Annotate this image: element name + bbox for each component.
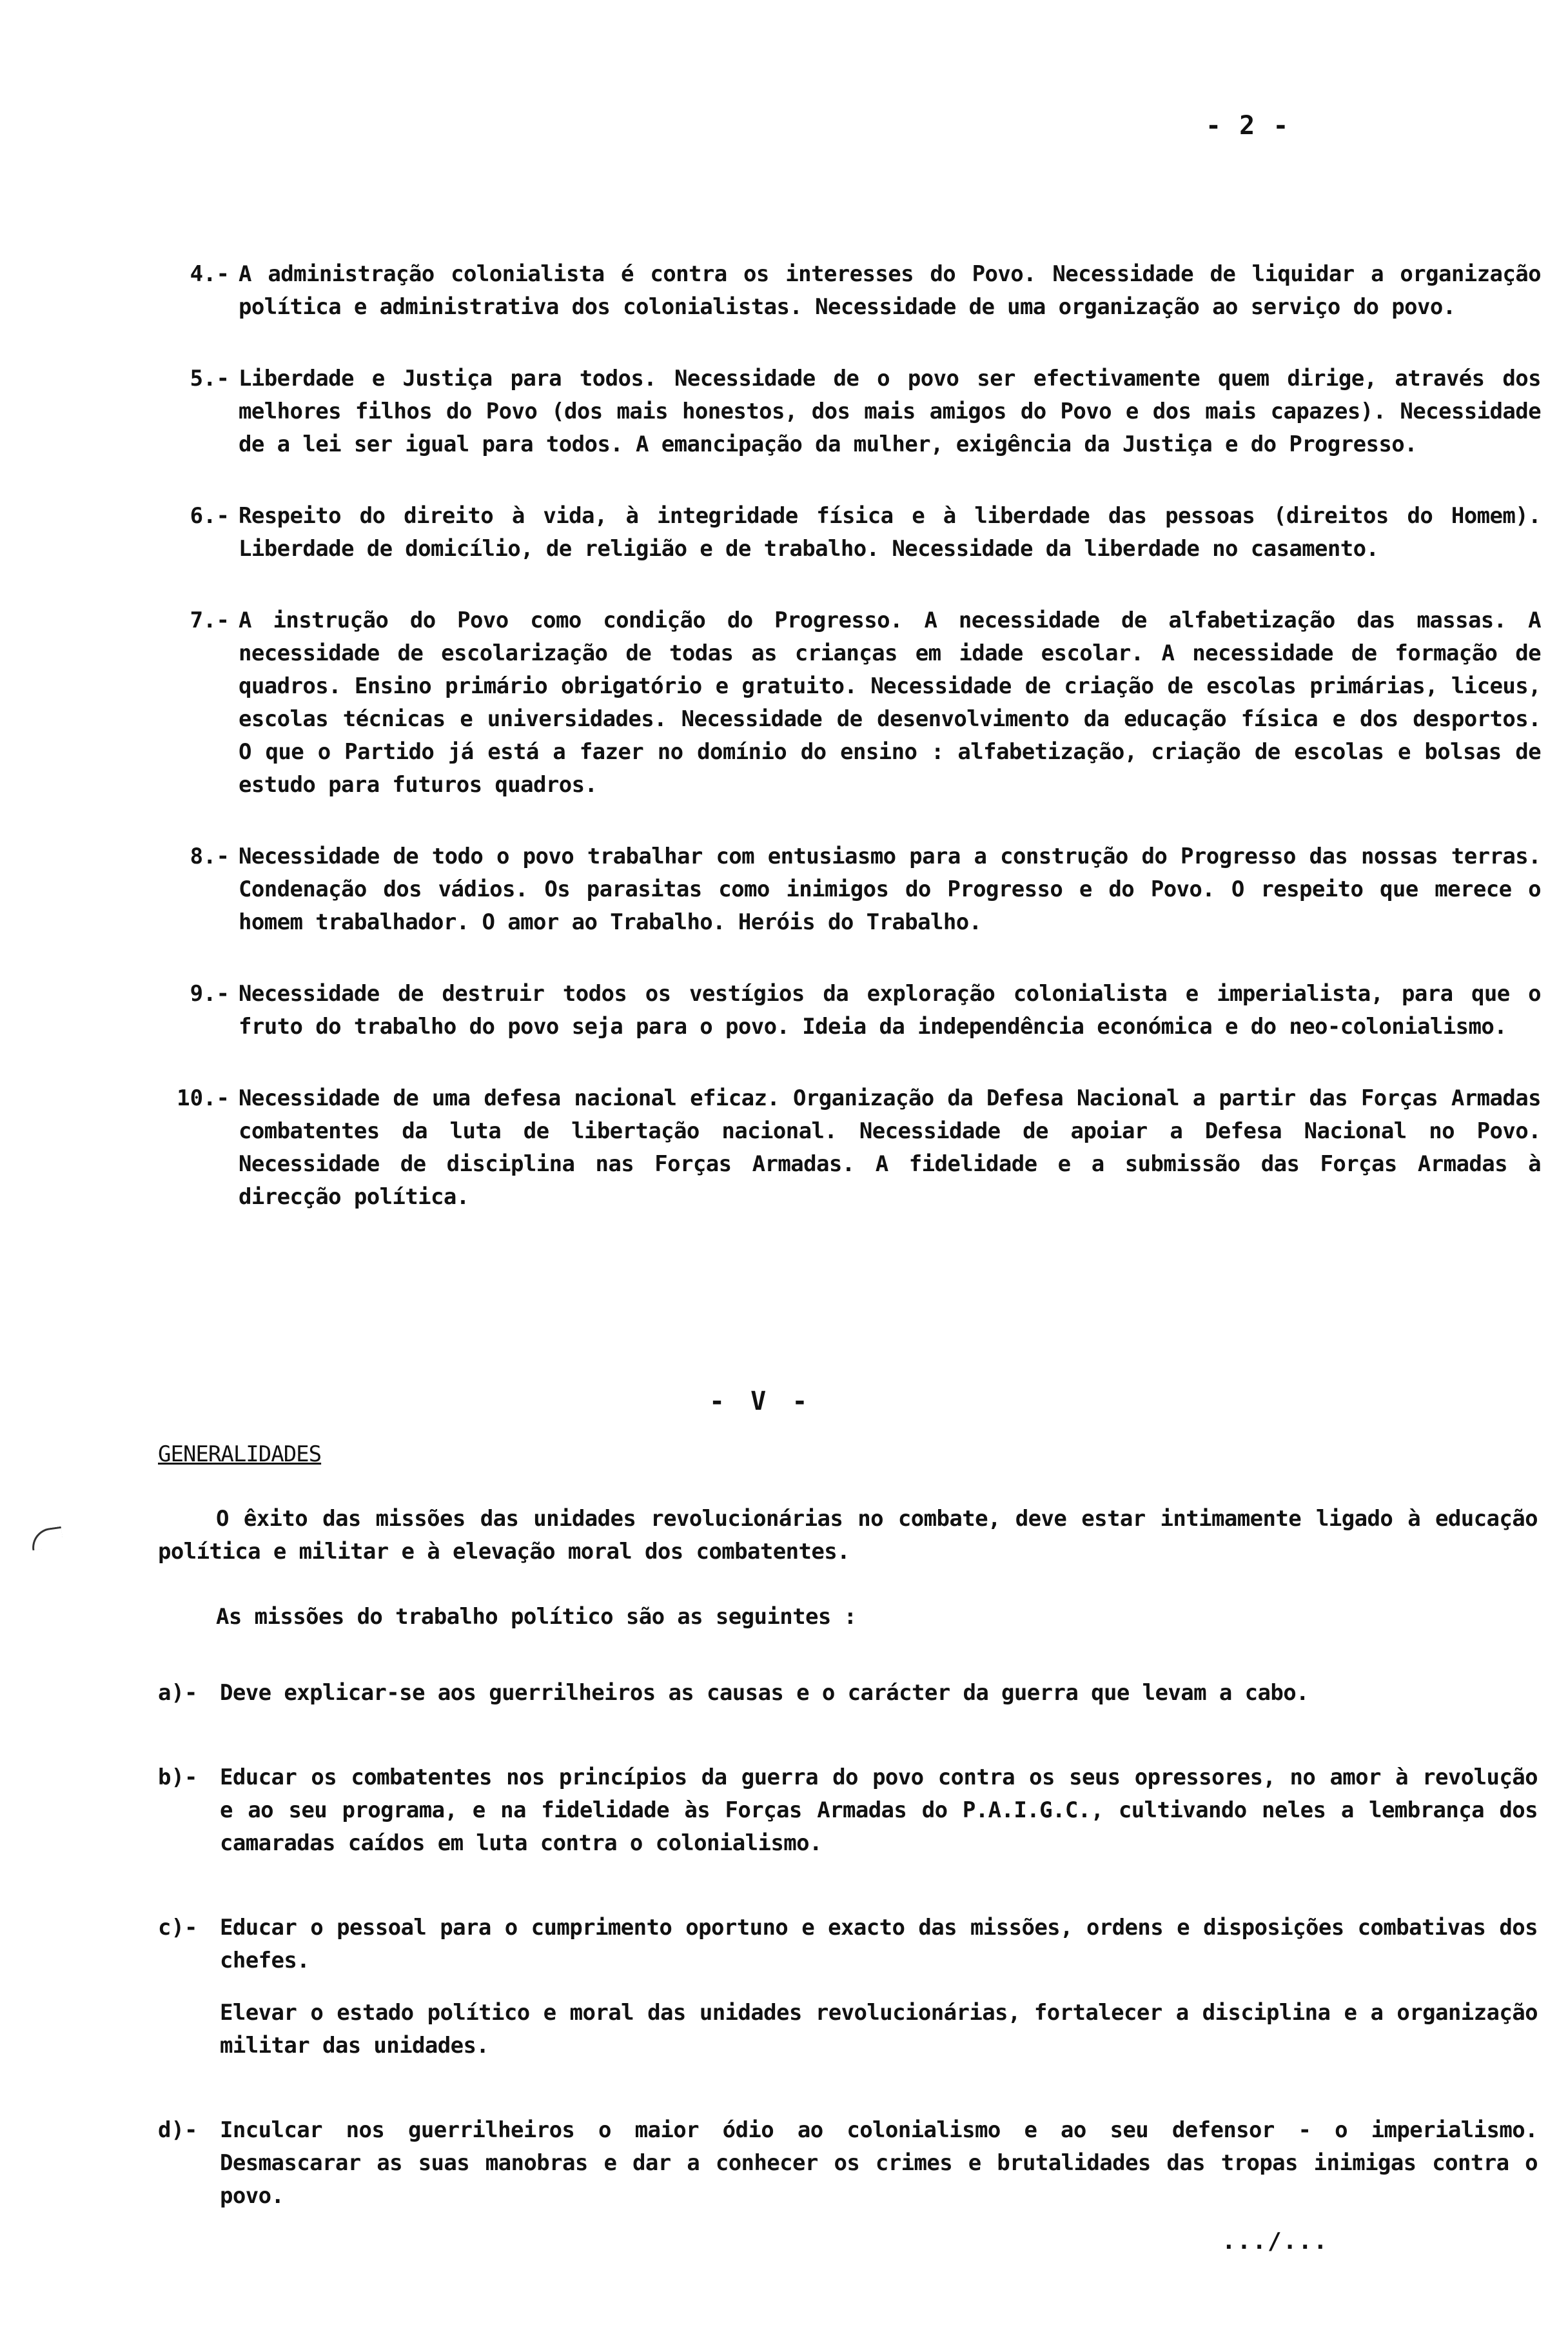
list-item [161,500,1541,566]
lettered-paragraph: Educar os combatentes nos princípios da guerra do povo contra os seus opressores, no amor à revolução e ao seu programa, e na fidelidade às Forças Armadas do P.A.I.G.C., cultivando neles a lembrança dos camaradas caídos em luta contra o colonialismo. [220,1764,1538,1856]
page-number: - 2 - [1206,111,1290,141]
lettered-list [158,1677,1538,2264]
list-item [161,258,1541,324]
item-text: Liberdade e Justiça para todos. Necessidade de o povo ser efectivamente quem dirige, através dos melhores filhos do Povo (dos mais honestos, dos mais amigos do Povo e dos mais capazes). Necessidade de a lei ser igual para todos. A emancipação da mulher, exigência da Justiça e do Progresso. [239,366,1541,457]
item-number: 6.- [190,503,230,529]
intro-block [158,1503,1538,1666]
item-text: Necessidade de uma defesa nacional eficaz. Organização da Defesa Nacional a partir das Forças Armadas combatentes da luta de libertação nacional. Necessidade de apoiar a Defesa Nacional no Povo. Necessidade de disciplina nas Forças Armadas. A fidelidade e a submissão das Forças Armadas à direcção política. [239,1085,1541,1210]
lettered-paragraph: Elevar o estado político e moral das unidades revolucionárias, fortalecer a disciplina e a organização militar das unidades. [220,2000,1538,2059]
item-text: A administração colonialista é contra os interesses do Povo. Necessidade de liquidar a organização política e administrativa dos colonialistas. Necessidade de uma organização ao serviço do povo. [239,261,1541,320]
lettered-item [158,1911,1538,2082]
item-text: A instrução do Povo como condição do Progresso. A necessidade de alfabetização das massas. A necessidade de escolarização de todas as crianças em idade escolar. A necessidade de formação de quadros. Ensino primário obrigatório e gratuito. Necessidade de criação de escolas primárias, liceus, escolas técnicas e universidades. Necessidade de desenvolvimento da educação física e dos desportos. O que o Partido já está a fazer no domínio do ensino : alfabetização, criação de escolas e bolsas de estudo para futuros quadros. [239,607,1541,798]
item-number: 7.- [190,607,230,633]
list-item [161,840,1541,939]
lettered-body [220,1761,1538,1879]
lettered-item [158,2114,1538,2232]
item-number: 9.- [190,981,230,1007]
lettered-body [220,2114,1538,2232]
section-number: - V - [709,1387,813,1416]
lettered-paragraph: Educar o pessoal para o cumprimento oportuno e exacto das missões, ordens e disposições combativas dos chefes. [220,1915,1538,1973]
intro-paragraph: O êxito das missões das unidades revolucionárias no combate, deve estar intimamente ligado à educação política e militar e à elevação moral dos combatentes. [158,1506,1538,1565]
section-heading: GENERALIDADES [158,1441,322,1467]
lettered-item [158,1677,1538,1729]
item-number: 8.- [190,844,230,869]
list-item [161,978,1541,1043]
item-number: 10.- [177,1085,230,1111]
lettered-body [220,1677,1538,1729]
continuation-mark: .../... [1222,2228,1329,2255]
lettered-paragraph: Deve explicar-se aos guerrilheiros as causas e o carácter da guerra que levam a cabo. [220,1680,1309,1706]
numbered-list [161,258,1541,1252]
item-letter: a)- [158,1680,198,1706]
intro-paragraph: As missões do trabalho político são as seguintes : [216,1604,857,1630]
item-letter: d)- [158,2117,198,2143]
lettered-item [158,1761,1538,1879]
item-number: 5.- [190,366,230,391]
item-text: Necessidade de destruir todos os vestígios da exploração colonialista e imperialista, para que o fruto do trabalho do povo seja para o povo. Ideia da independência económica e do neo-colonialismo. [239,981,1541,1040]
lettered-paragraph: Inculcar nos guerrilheiros o maior ódio ao colonialismo e ao seu defensor - o imperialismo. Desmascarar as suas manobras e dar a conhecer os crimes e brutalidades das tropas inimigas contra o povo. [220,2117,1538,2209]
margin-pen-mark [30,1526,64,1551]
item-number: 4.- [190,261,230,287]
list-item [161,1082,1541,1214]
item-text: Necessidade de todo o povo trabalhar com entusiasmo para a construção do Progresso das nossas terras. Condenação dos vádios. Os parasitas como inimigos do Progresso e do Povo. O respeito que merece o homem trabalhador. O amor ao Trabalho. Heróis do Trabalho. [239,844,1541,935]
item-text: Respeito do direito à vida, à integridade física e à liberdade das pessoas (direitos do Homem). Liberdade de domicílio, de religião e de trabalho. Necessidade da liberdade no casamento. [239,503,1541,562]
list-item [161,604,1541,802]
item-letter: c)- [158,1915,198,1941]
item-letter: b)- [158,1764,198,1790]
lettered-body [220,1911,1538,2082]
list-item [161,362,1541,461]
